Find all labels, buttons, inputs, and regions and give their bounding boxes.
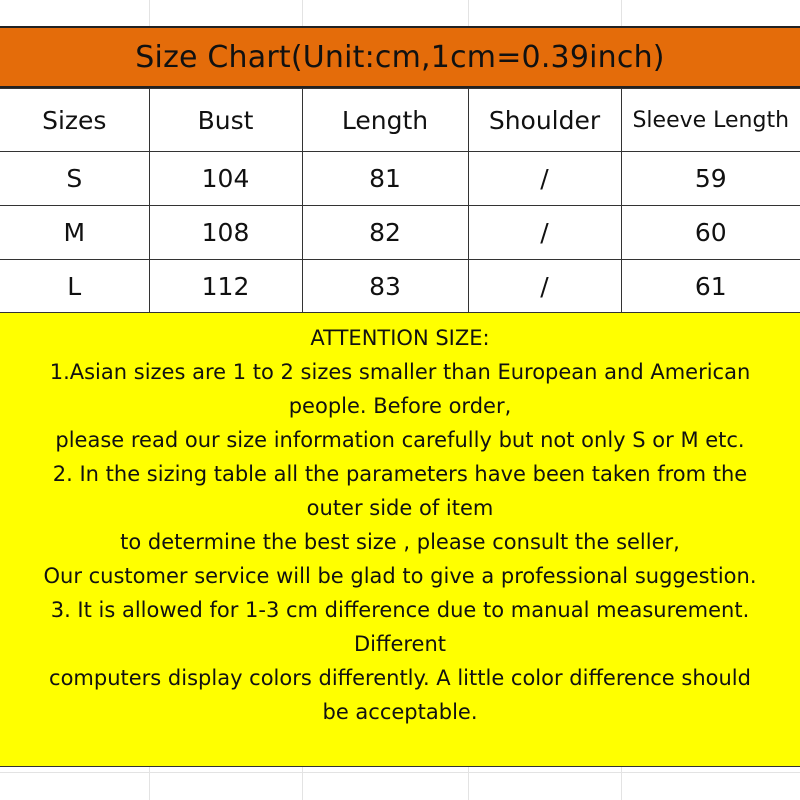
cell-sleeve-length: 61	[621, 260, 800, 314]
cell-length: 81	[302, 152, 468, 206]
cell-sleeve-length: 60	[621, 206, 800, 260]
cell-shoulder: /	[468, 260, 621, 314]
cell-shoulder: /	[468, 206, 621, 260]
notice-line: 1.Asian sizes are 1 to 2 sizes smaller than European and American	[49, 360, 751, 384]
cell-size: L	[0, 260, 149, 314]
cell-length: 83	[302, 260, 468, 314]
cell-bust: 104	[149, 152, 302, 206]
notice-line: please read our size information carefully but not only S or M etc.	[55, 428, 745, 452]
notice-line: be acceptable.	[322, 700, 478, 724]
notice-line: 3. It is allowed for 1-3 cm difference due to manual measurement.	[50, 598, 750, 622]
header-shoulder: Shoulder	[468, 89, 621, 152]
table-row	[0, 260, 800, 314]
size-chart-title: Size Chart(Unit:cm,1cm=0.39inch)	[0, 26, 800, 88]
table-row	[0, 152, 800, 206]
cell-sleeve-length: 59	[621, 152, 800, 206]
notice-line: 2. In the sizing table all the parameters have been taken from the	[52, 462, 748, 486]
table-row	[0, 206, 800, 260]
size-table	[0, 88, 800, 314]
header-length: Length	[302, 89, 468, 152]
cell-bust: 108	[149, 206, 302, 260]
header-row	[0, 89, 800, 152]
cell-shoulder: /	[468, 152, 621, 206]
cell-size: S	[0, 152, 149, 206]
header-sleeve-length: Sleeve Length	[621, 89, 800, 152]
header-sizes: Sizes	[0, 89, 149, 152]
cell-bust: 112	[149, 260, 302, 314]
attention-notice	[0, 312, 800, 767]
notice-line: Our customer service will be glad to give a professional suggestion.	[43, 564, 757, 588]
notice-line: to determine the best size , please consult the seller,	[120, 530, 680, 554]
header-bust: Bust	[149, 89, 302, 152]
notice-line: people. Before order,	[288, 394, 512, 418]
gridline	[0, 772, 800, 773]
cell-length: 82	[302, 206, 468, 260]
cell-size: M	[0, 206, 149, 260]
notice-line: computers display colors differently. A little color difference should	[49, 666, 751, 690]
notice-heading: ATTENTION SIZE:	[310, 326, 490, 350]
notice-line: Different	[353, 632, 447, 656]
notice-line: outer side of item	[306, 496, 494, 520]
